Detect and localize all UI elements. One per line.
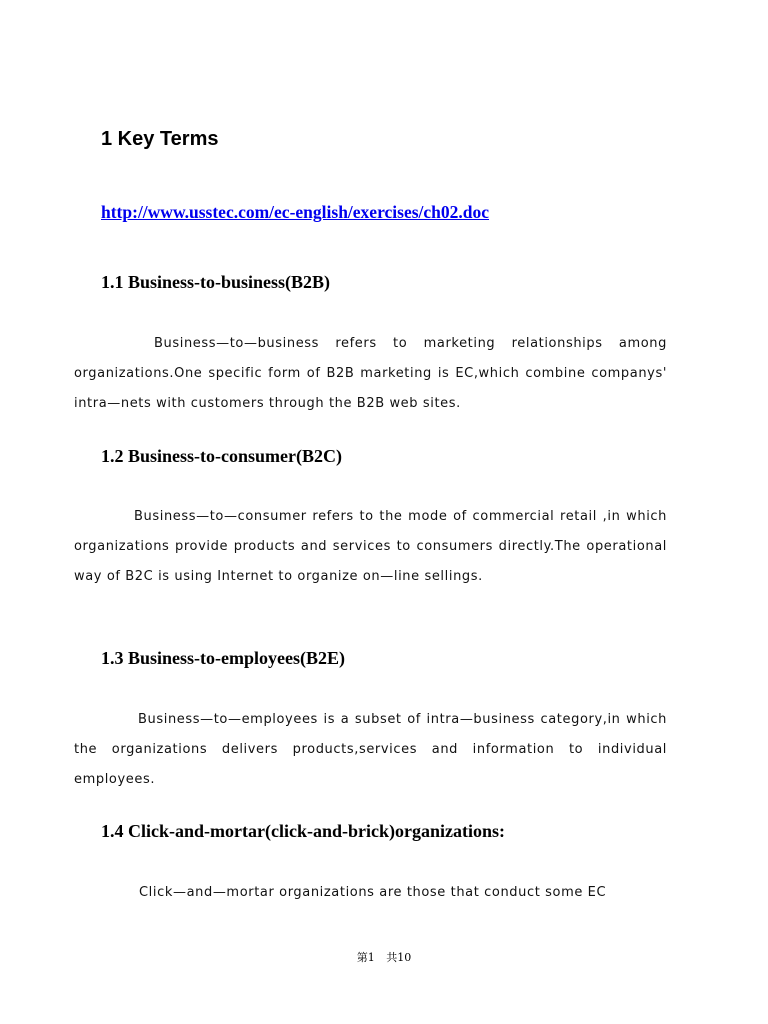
section-body-click-and-mortar: Click—and—mortar organizations are those that conduct some EC (139, 885, 607, 900)
section-heading-click-and-mortar: 1.4 Click-and-mortar(click-and-brick)organizations: (101, 821, 505, 841)
page-title: 1 Key Terms (101, 128, 219, 150)
section-heading-b2c: 1.2 Business-to-consumer(B2C) (101, 446, 342, 466)
section-body-b2b: Business—to—business refers to marketing relationships among organizations.One specific form of B2B marketing is EC,which combine companys' intra—nets with customers through the B2B web sites. (74, 336, 667, 411)
section-heading-b2b: 1.1 Business-to-business(B2B) (101, 272, 331, 292)
reference-link[interactable]: http://www.usstec.com/ec-english/exercises/ch02.doc (101, 202, 490, 222)
section-heading-b2e: 1.3 Business-to-employees(B2E) (101, 648, 345, 668)
page-footer (0, 949, 768, 965)
section-body-b2e: Business—to—employees is a subset of intra—business category,in which the organizations delivers products,services and information to individual employees. (74, 712, 667, 787)
page-number: 第1 (356, 951, 375, 964)
section-body-b2c: Business—to—consumer refers to the mode of commercial retail ,in which organizations provide products and services to consumers directly.The operational way of B2C is using Internet to organize on—line sellings. (74, 509, 667, 584)
page-total: 共10 (386, 951, 412, 964)
